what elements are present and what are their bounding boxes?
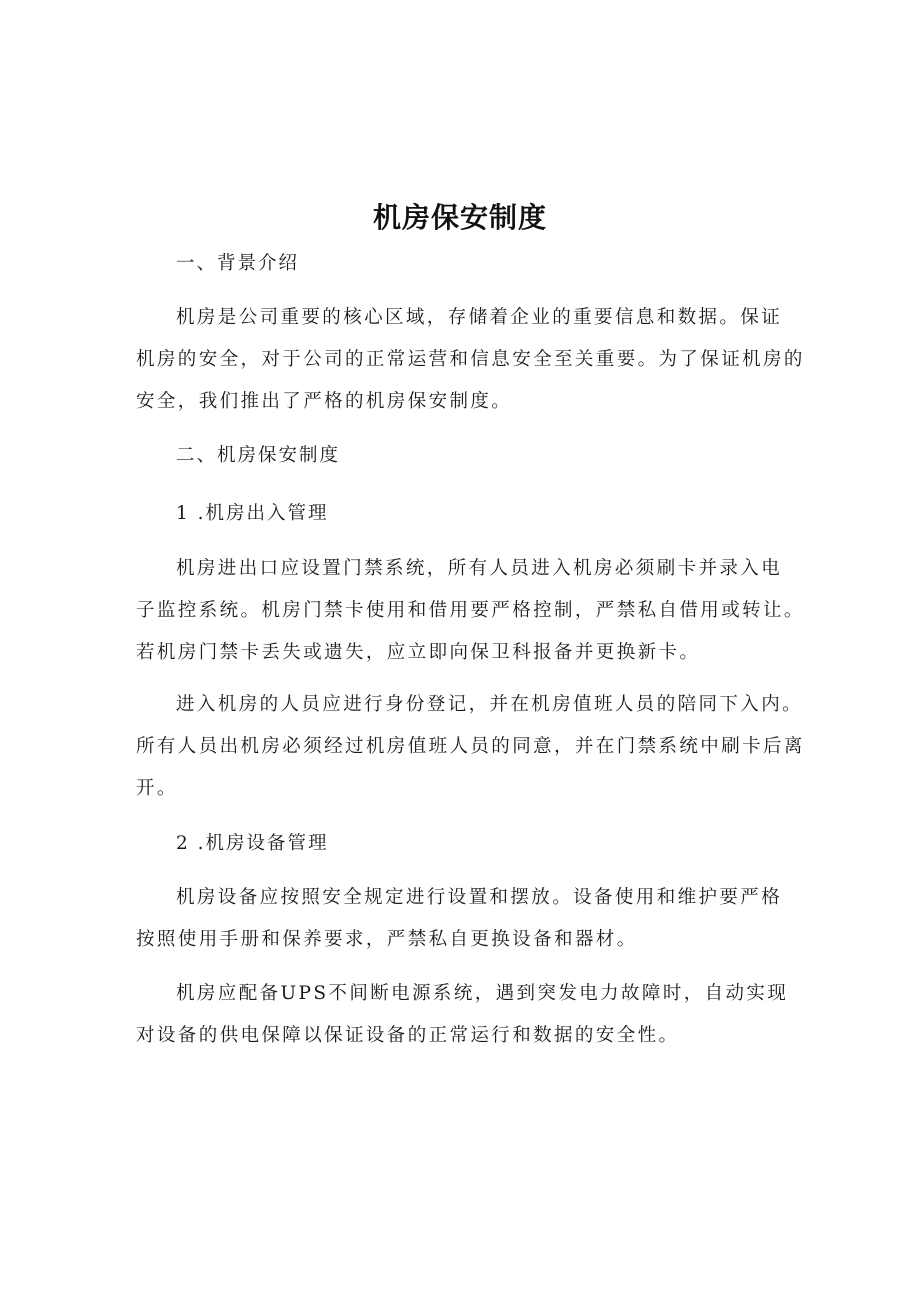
- subsection-heading-equipment-management: 2 .机房设备管理: [176, 833, 329, 854]
- paragraph-line: 开。: [136, 778, 178, 799]
- section-heading-background: 一、背景介绍: [176, 253, 300, 274]
- paragraph-line: 对设备的供电保障以保证设备的正常运行和数据的安全性。: [136, 1025, 680, 1046]
- paragraph-visitor-registration: [136, 684, 805, 810]
- paragraph-line: 机房是公司重要的核心区域，存储着企业的重要信息和数据。保证: [176, 307, 783, 328]
- paragraph-equipment-setup: [136, 877, 783, 961]
- paragraph-line: 若机房门禁卡丢失或遗失，应立即向保卫科报备并更换新卡。: [136, 642, 701, 663]
- paragraph-line: 所有人员出机房必须经过机房值班人员的同意，并在门禁系统中刷卡后离: [136, 736, 805, 757]
- paragraph-line: 进入机房的人员应进行身份登记，并在机房值班人员的陪同下入内。: [176, 694, 804, 715]
- paragraph-background: [136, 297, 805, 423]
- paragraph-ups-power: [136, 973, 789, 1057]
- paragraph-line: 机房的安全，对于公司的正常运营和信息安全至关重要。为了保证机房的: [136, 349, 805, 370]
- subsection-heading-access-management: 1 .机房出入管理: [176, 503, 329, 524]
- section-heading-security-policy: 二、机房保安制度: [176, 445, 341, 466]
- paragraph-line: 按照使用手册和保养要求，严禁私自更换设备和器材。: [136, 929, 638, 950]
- paragraph-line: 安全，我们推出了严格的机房保安制度。: [136, 391, 513, 412]
- paragraph-line: 机房应配备UPS不间断电源系统，遇到突发电力故障时，自动实现: [176, 983, 789, 1004]
- document-title: 机房保安制度: [372, 201, 547, 234]
- paragraph-line: 机房设备应按照安全规定进行设置和摆放。设备使用和维护要严格: [176, 887, 783, 908]
- paragraph-line: 子监控系统。机房门禁卡使用和借用要严格控制，严禁私自借用或转让。: [136, 600, 805, 621]
- paragraph-line: 机房进出口应设置门禁系统，所有人员进入机房必须刷卡并录入电: [176, 558, 783, 579]
- paragraph-access-control: [136, 548, 805, 674]
